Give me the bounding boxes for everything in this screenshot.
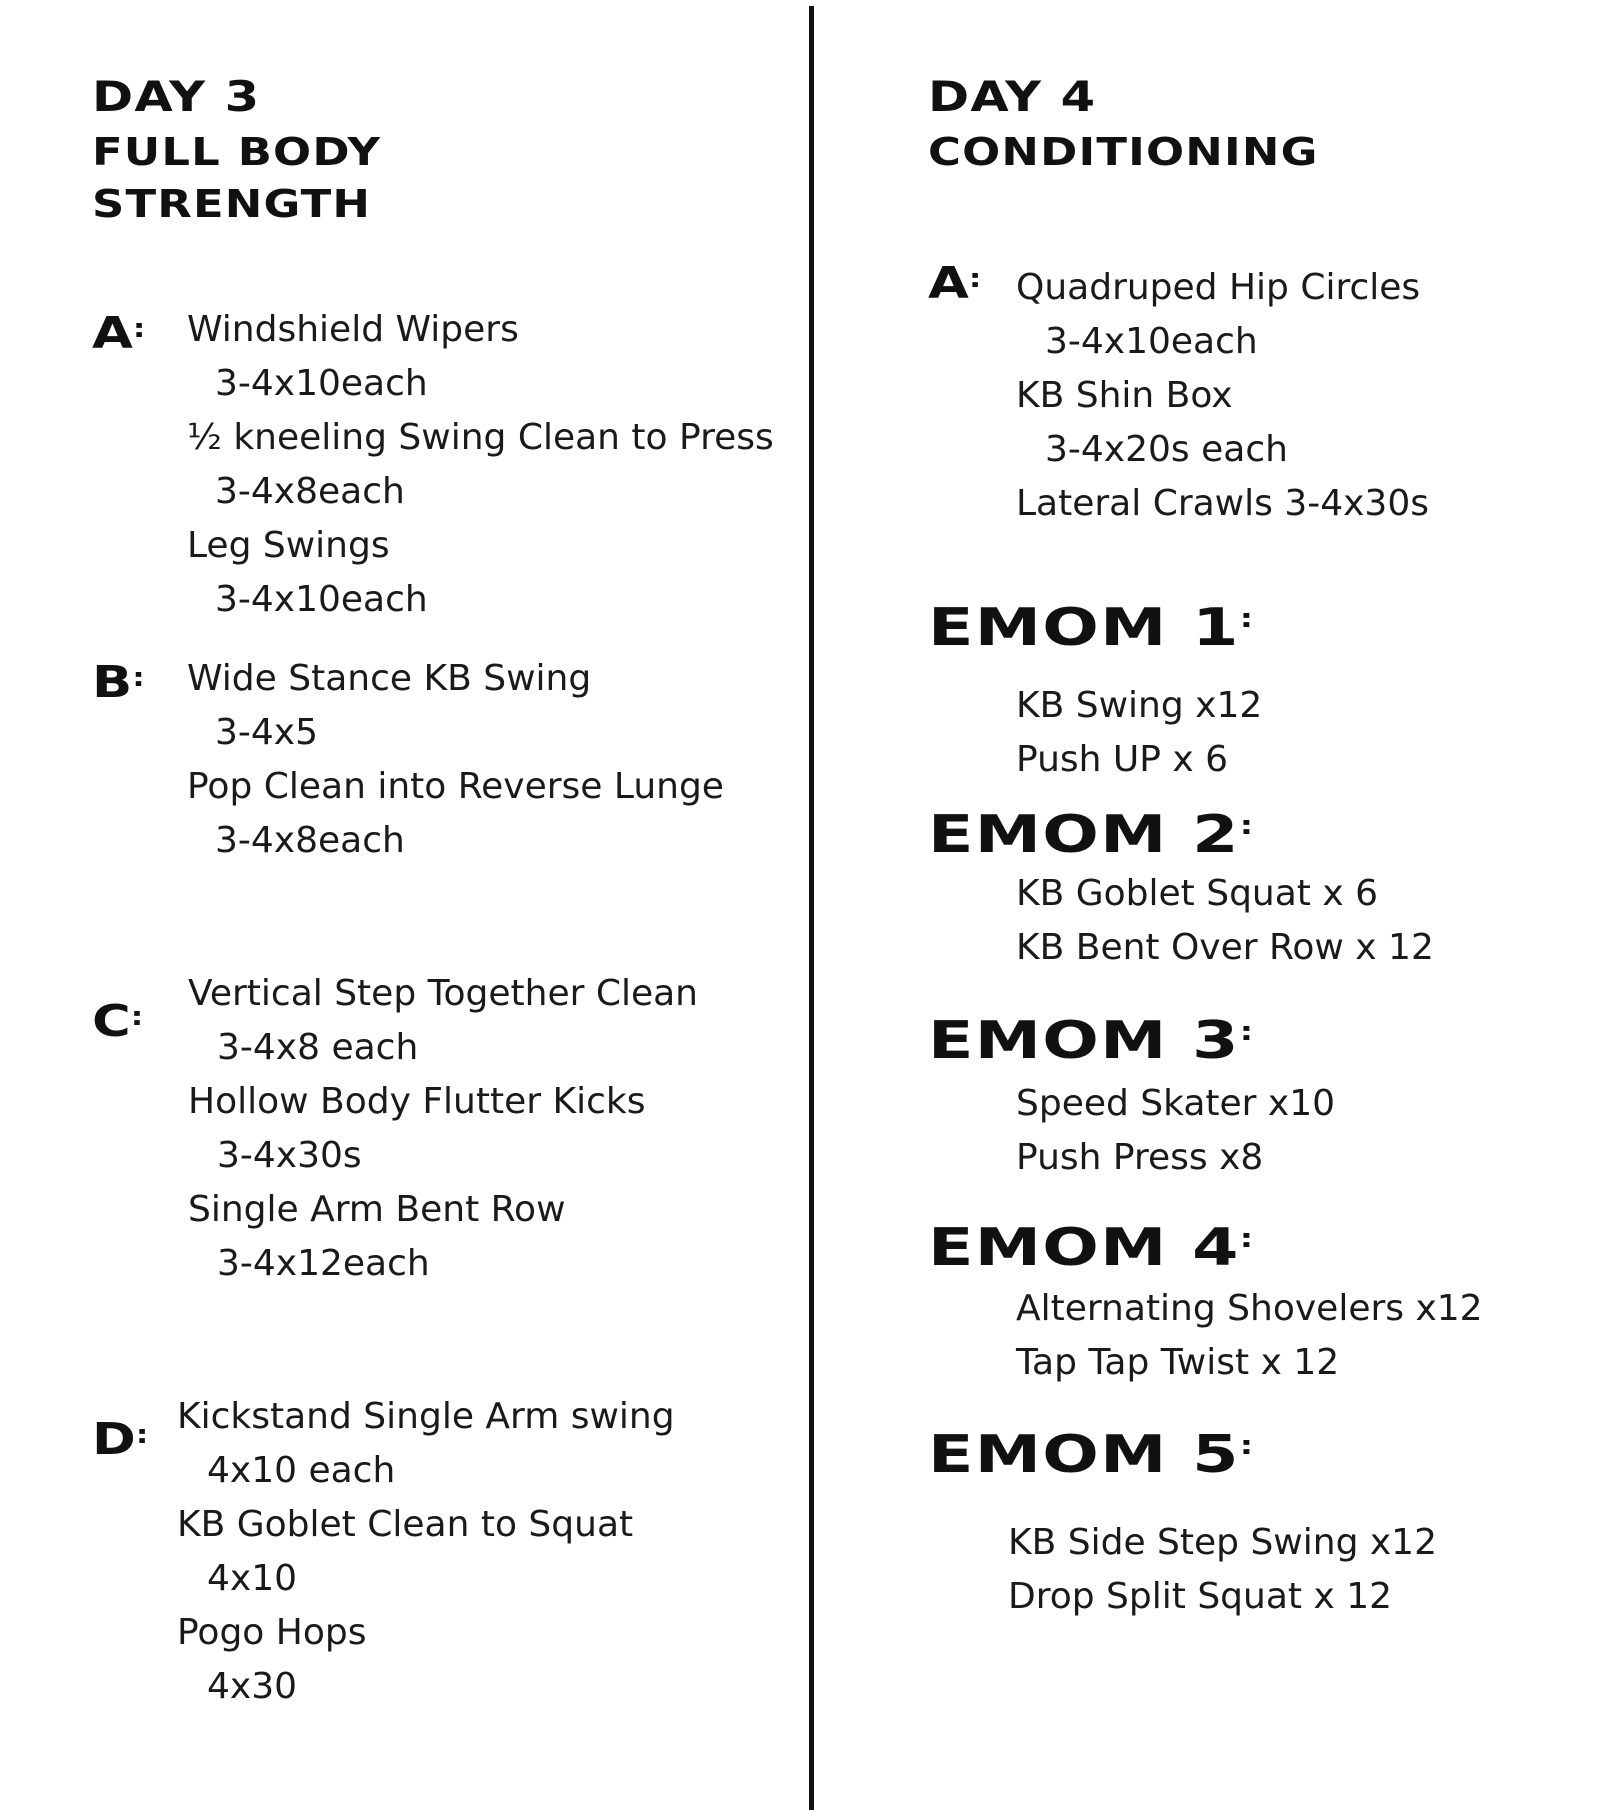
exercise-line: Alternating Shovelers x12 bbox=[1016, 1288, 1483, 1329]
exercise-name: KB Shin Box bbox=[1016, 375, 1233, 416]
exercise-line: Push Press x8 bbox=[1016, 1137, 1264, 1178]
exercise-line: KB Goblet Squat x 6 bbox=[1016, 873, 1379, 914]
day4-title: DAY 4 bbox=[928, 72, 1097, 121]
exercise-line: KB Swing x12 bbox=[1016, 685, 1263, 726]
emom-title: EMOM 3: bbox=[928, 1011, 1255, 1071]
exercise-sets: 3-4x5 bbox=[215, 712, 319, 753]
column-divider bbox=[809, 6, 814, 1810]
exercise-sets: 4x10 each bbox=[207, 1450, 396, 1491]
exercise-sets: 3-4x8each bbox=[215, 820, 405, 861]
exercise-sets: 3-4x12each bbox=[217, 1243, 430, 1284]
exercise-name: Hollow Body Flutter Kicks bbox=[188, 1081, 646, 1122]
section-label: B: bbox=[92, 657, 145, 708]
exercise-line: KB Bent Over Row x 12 bbox=[1016, 927, 1434, 968]
exercise-sets: 3-4x8 each bbox=[217, 1027, 419, 1068]
exercise-name: Leg Swings bbox=[187, 525, 390, 566]
exercise-line: Drop Split Squat x 12 bbox=[1008, 1576, 1393, 1617]
exercise-name: Kickstand Single Arm swing bbox=[177, 1396, 675, 1437]
exercise-sets: 3-4x10each bbox=[215, 579, 428, 620]
exercise-line: Tap Tap Twist x 12 bbox=[1016, 1342, 1340, 1383]
exercise-sets: 3-4x30s bbox=[217, 1135, 362, 1176]
exercise-name: Wide Stance KB Swing bbox=[187, 658, 592, 699]
exercise-line: KB Side Step Swing x12 bbox=[1008, 1522, 1437, 1563]
exercise-name: Pogo Hops bbox=[177, 1612, 367, 1653]
emom-title: EMOM 2: bbox=[928, 805, 1255, 865]
day3-title: DAY 3 bbox=[92, 72, 261, 121]
exercise-name: Single Arm Bent Row bbox=[188, 1189, 566, 1230]
exercise-name: Pop Clean into Reverse Lunge bbox=[187, 766, 724, 807]
exercise-name: ½ kneeling Swing Clean to Press bbox=[187, 417, 774, 458]
exercise-sets: 3-4x8each bbox=[215, 471, 405, 512]
section-label: A: bbox=[928, 258, 982, 309]
section-label: A: bbox=[92, 308, 146, 359]
exercise-sets: 3-4x20s each bbox=[1045, 429, 1288, 470]
exercise-name: KB Goblet Clean to Squat bbox=[177, 1504, 634, 1545]
exercise-line: Push UP x 6 bbox=[1016, 739, 1229, 780]
exercise-name: Quadruped Hip Circles bbox=[1016, 267, 1421, 308]
emom-title: EMOM 1: bbox=[928, 598, 1255, 658]
exercise-sets: 3-4x10each bbox=[215, 363, 428, 404]
exercise-name: Lateral Crawls 3-4x30s bbox=[1016, 483, 1429, 524]
exercise-line: Speed Skater x10 bbox=[1016, 1083, 1336, 1124]
day3-subtitle-line2: STRENGTH bbox=[92, 182, 372, 226]
exercise-name: Windshield Wipers bbox=[187, 309, 519, 350]
day4-subtitle: CONDITIONING bbox=[928, 130, 1319, 174]
day3-subtitle-line1: FULL BODY bbox=[92, 130, 382, 174]
section-label: D: bbox=[92, 1414, 149, 1465]
exercise-sets: 4x30 bbox=[207, 1666, 298, 1707]
exercise-sets: 4x10 bbox=[207, 1558, 298, 1599]
section-label: C: bbox=[92, 996, 144, 1047]
exercise-name: Vertical Step Together Clean bbox=[188, 973, 698, 1014]
emom-title: EMOM 4: bbox=[928, 1218, 1255, 1278]
emom-title: EMOM 5: bbox=[928, 1425, 1255, 1485]
exercise-sets: 3-4x10each bbox=[1045, 321, 1258, 362]
